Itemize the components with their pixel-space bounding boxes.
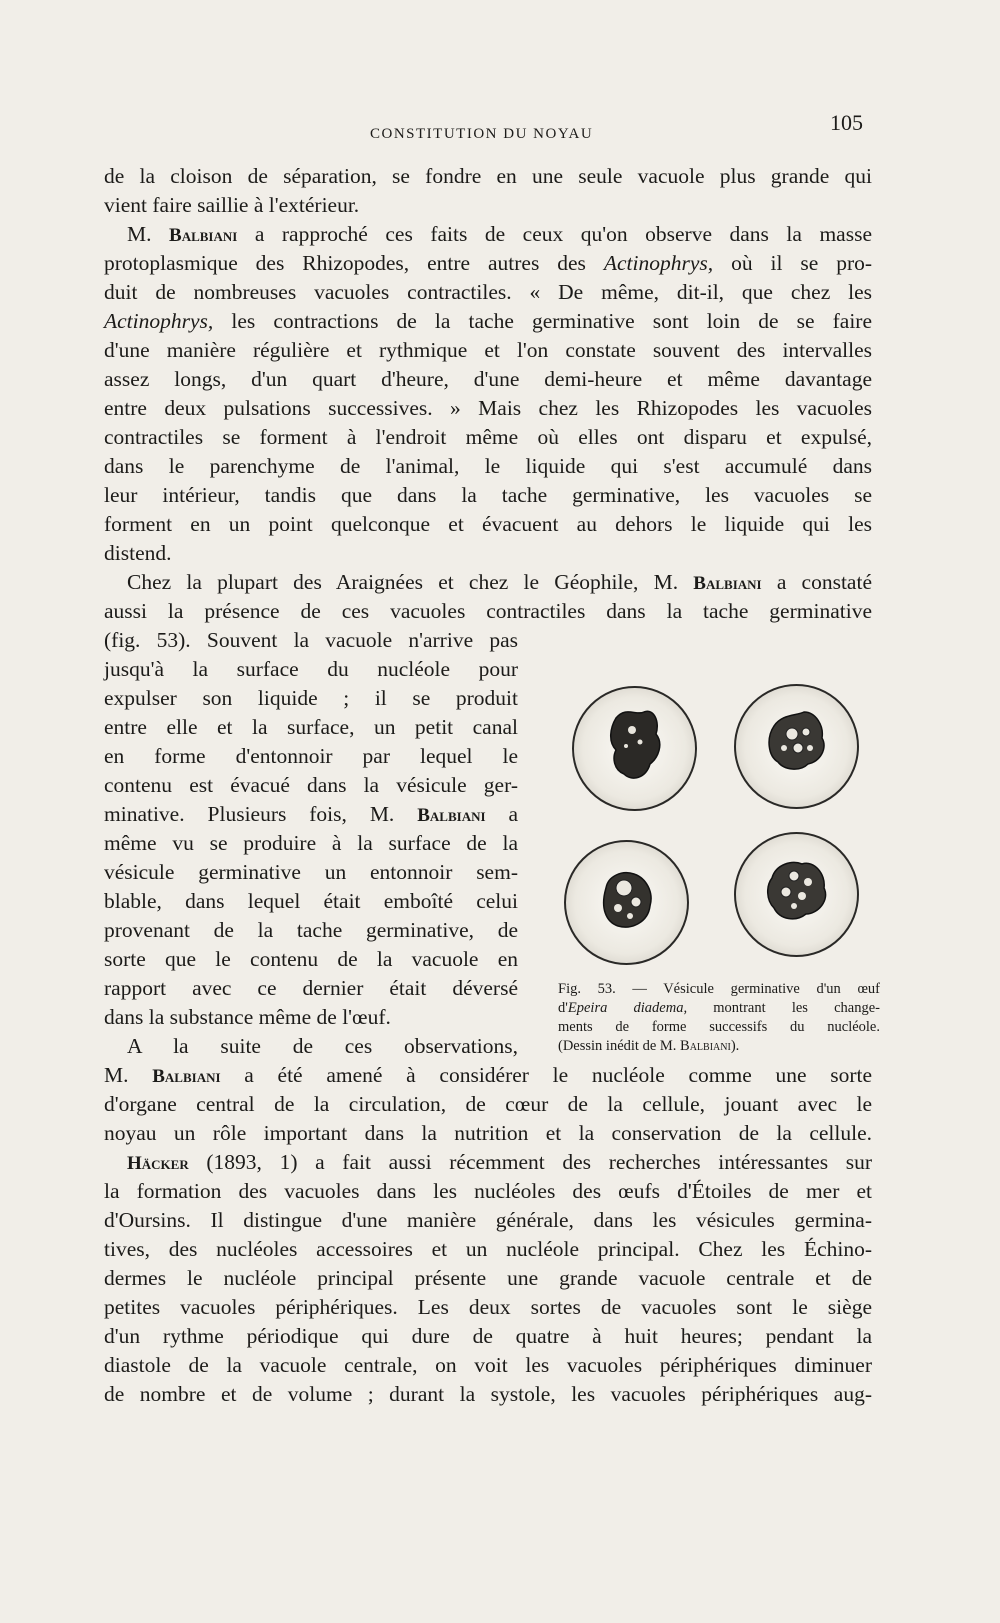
text-span: a été amené à considérer le nucléole comme une sorte [244, 1063, 873, 1087]
running-title: CONSTITUTION DU NOYAU [370, 126, 594, 142]
species-name: Epeira diadema, [567, 1000, 688, 1016]
caption-line: Fig. 53. — Vésicule germinative d'un œuf [558, 981, 880, 997]
author-name: Balbiani [169, 225, 238, 246]
text-line: la formation des vacuoles dans les nucléoles des œufs d'Étoiles de mer et [104, 1179, 872, 1203]
caption-line [558, 1037, 880, 1056]
text-line: contractiles se forment à l'endroit même où elles ont disparu et expulsé, [104, 425, 872, 449]
text-line: assez longs, d'un quart d'heure, d'une demi-heure et même davantage [104, 367, 872, 391]
author-name: Balbiani [693, 573, 762, 594]
author-name: Balbiani [417, 805, 486, 826]
text-line: rapport avec ce dernier était déversé [104, 976, 518, 1000]
text-line: entre deux pulsations successives. » Mais chez les Rhizopodes les vacuoles [104, 396, 872, 420]
text-line: d'une manière régulière et rythmique et l'on constate souvent des intervalles [104, 338, 872, 362]
text-line: dans la substance même de l'œuf. [104, 1005, 391, 1029]
text-line: même vu se produire à la surface de la [104, 831, 518, 855]
figure-caption [558, 980, 880, 1056]
text-line: sorte que le contenu de la vacuole en [104, 947, 518, 971]
text-line [104, 800, 518, 830]
text-span: ). [730, 1038, 740, 1054]
text-line: petites vacuoles périphériques. Les deux sortes de vacuoles sont le siège [104, 1295, 872, 1319]
text-span: d' [558, 1000, 568, 1016]
text-span: M. [104, 1063, 129, 1087]
text-line: A la suite de ces observations, [127, 1034, 518, 1058]
text-line: provenant de la tache germinative, de [104, 918, 518, 942]
text-line [127, 568, 872, 598]
text-line: vésicule germinative un entonnoir sem- [104, 860, 518, 884]
text-line: tives, des nucléoles accessoires et un nucléole principal. Chez les Échino- [104, 1237, 872, 1261]
genus-name: Actinophrys, [603, 251, 714, 275]
germinal-vesicle-drawing-3 [564, 840, 689, 965]
caption-line [558, 999, 880, 1018]
text-span: où il se pro- [731, 251, 873, 275]
text-span: M. [127, 222, 152, 246]
text-line: de la cloison de séparation, se fondre en une seule vacuole plus grande qui [104, 164, 872, 188]
text-span: les contractions de la tache germinative sont loin de se faire [231, 309, 873, 333]
text-line: d'un rythme périodique qui dure de quatre à huit heures; pendant la [104, 1324, 872, 1348]
text-line: dans le parenchyme de l'animal, le liquide qui s'est accumulé dans [104, 454, 872, 478]
germinal-vesicle-drawing-1 [572, 686, 697, 811]
genus-name: Actinophrys, [104, 309, 214, 333]
text-span: a constaté [776, 570, 872, 594]
text-line: (fig. 53). Souvent la vacuole n'arrive pas [104, 628, 518, 652]
text-line: vient faire saillie à l'extérieur. [104, 193, 360, 217]
germinal-vesicle-drawing-4 [734, 832, 859, 957]
author-name: Balbiani [152, 1066, 221, 1087]
text-line: distend. [104, 541, 172, 565]
text-line: aussi la présence de ces vacuoles contractiles dans la tache germinative [104, 599, 872, 623]
text-line: forment en un point quelconque et évacuent au dehors le liquide qui les [104, 512, 872, 536]
nucleolus-drawing [566, 842, 687, 963]
text-line: de nombre et de volume ; durant la systole, les vacuoles périphériques aug- [104, 1382, 872, 1406]
text-line: blable, dans lequel était emboîté celui [104, 889, 518, 913]
author-name: Balbiani [680, 1038, 731, 1054]
text-line: contenu est évacué dans la vésicule ger- [104, 773, 518, 797]
text-span: protoplasmique des Rhizopodes, entre autres des [104, 251, 586, 275]
text-line: expulser son liquide ; il se produit [104, 686, 518, 710]
text-span: minative. Plusieurs fois, M. [104, 802, 395, 826]
text-line [127, 220, 872, 250]
text-span: Chez la plupart des Araignées et chez le Géophile, M. [127, 570, 679, 594]
text-line [127, 1148, 872, 1178]
text-line [104, 1061, 872, 1091]
nucleolus-drawing [736, 834, 857, 955]
author-name: Häcker [127, 1153, 189, 1174]
germinal-vesicle-drawing-2 [734, 684, 859, 809]
text-line: dermes le nucléole principal présente une grande vacuole centrale et de [104, 1266, 872, 1290]
text-line [104, 249, 872, 277]
text-line [104, 307, 872, 335]
nucleolus-drawing [574, 688, 695, 809]
text-line: noyau un rôle important dans la nutrition et la conservation de la cellule. [104, 1121, 872, 1145]
text-line: jusqu'à la surface du nucléole pour [104, 657, 518, 681]
figure-53 [558, 680, 878, 980]
nucleolus-drawing [736, 686, 857, 807]
text-span: (1893, 1) a fait aussi récemment des recherches intéressantes sur [206, 1150, 873, 1174]
text-span: (Dessin inédit de M. [558, 1038, 681, 1054]
text-line: d'Oursins. Il distingue d'une manière générale, dans les vésicules germina- [104, 1208, 872, 1232]
text-line: duit de nombreuses vacuoles contractiles. « De même, dit-il, que chez les [104, 280, 872, 304]
text-span: a rapproché ces faits de ceux qu'on observe dans la masse [254, 222, 873, 246]
caption-line: ments de forme successifs du nucléole. [558, 1019, 880, 1035]
text-line: d'organe central de la circulation, de cœur de la cellule, jouant avec le [104, 1092, 872, 1116]
text-line: en forme d'entonnoir par lequel le [104, 744, 518, 768]
text-span: a [508, 802, 519, 826]
text-line: entre elle et la surface, un petit canal [104, 715, 518, 739]
text-span: montrant les change- [687, 1000, 880, 1016]
text-line: leur intérieur, tandis que dans la tache germinative, les vacuoles se [104, 483, 872, 507]
text-line: diastole de la vacuole centrale, on voit les vacuoles périphériques diminuer [104, 1353, 872, 1377]
page-number: 105 [830, 110, 863, 135]
